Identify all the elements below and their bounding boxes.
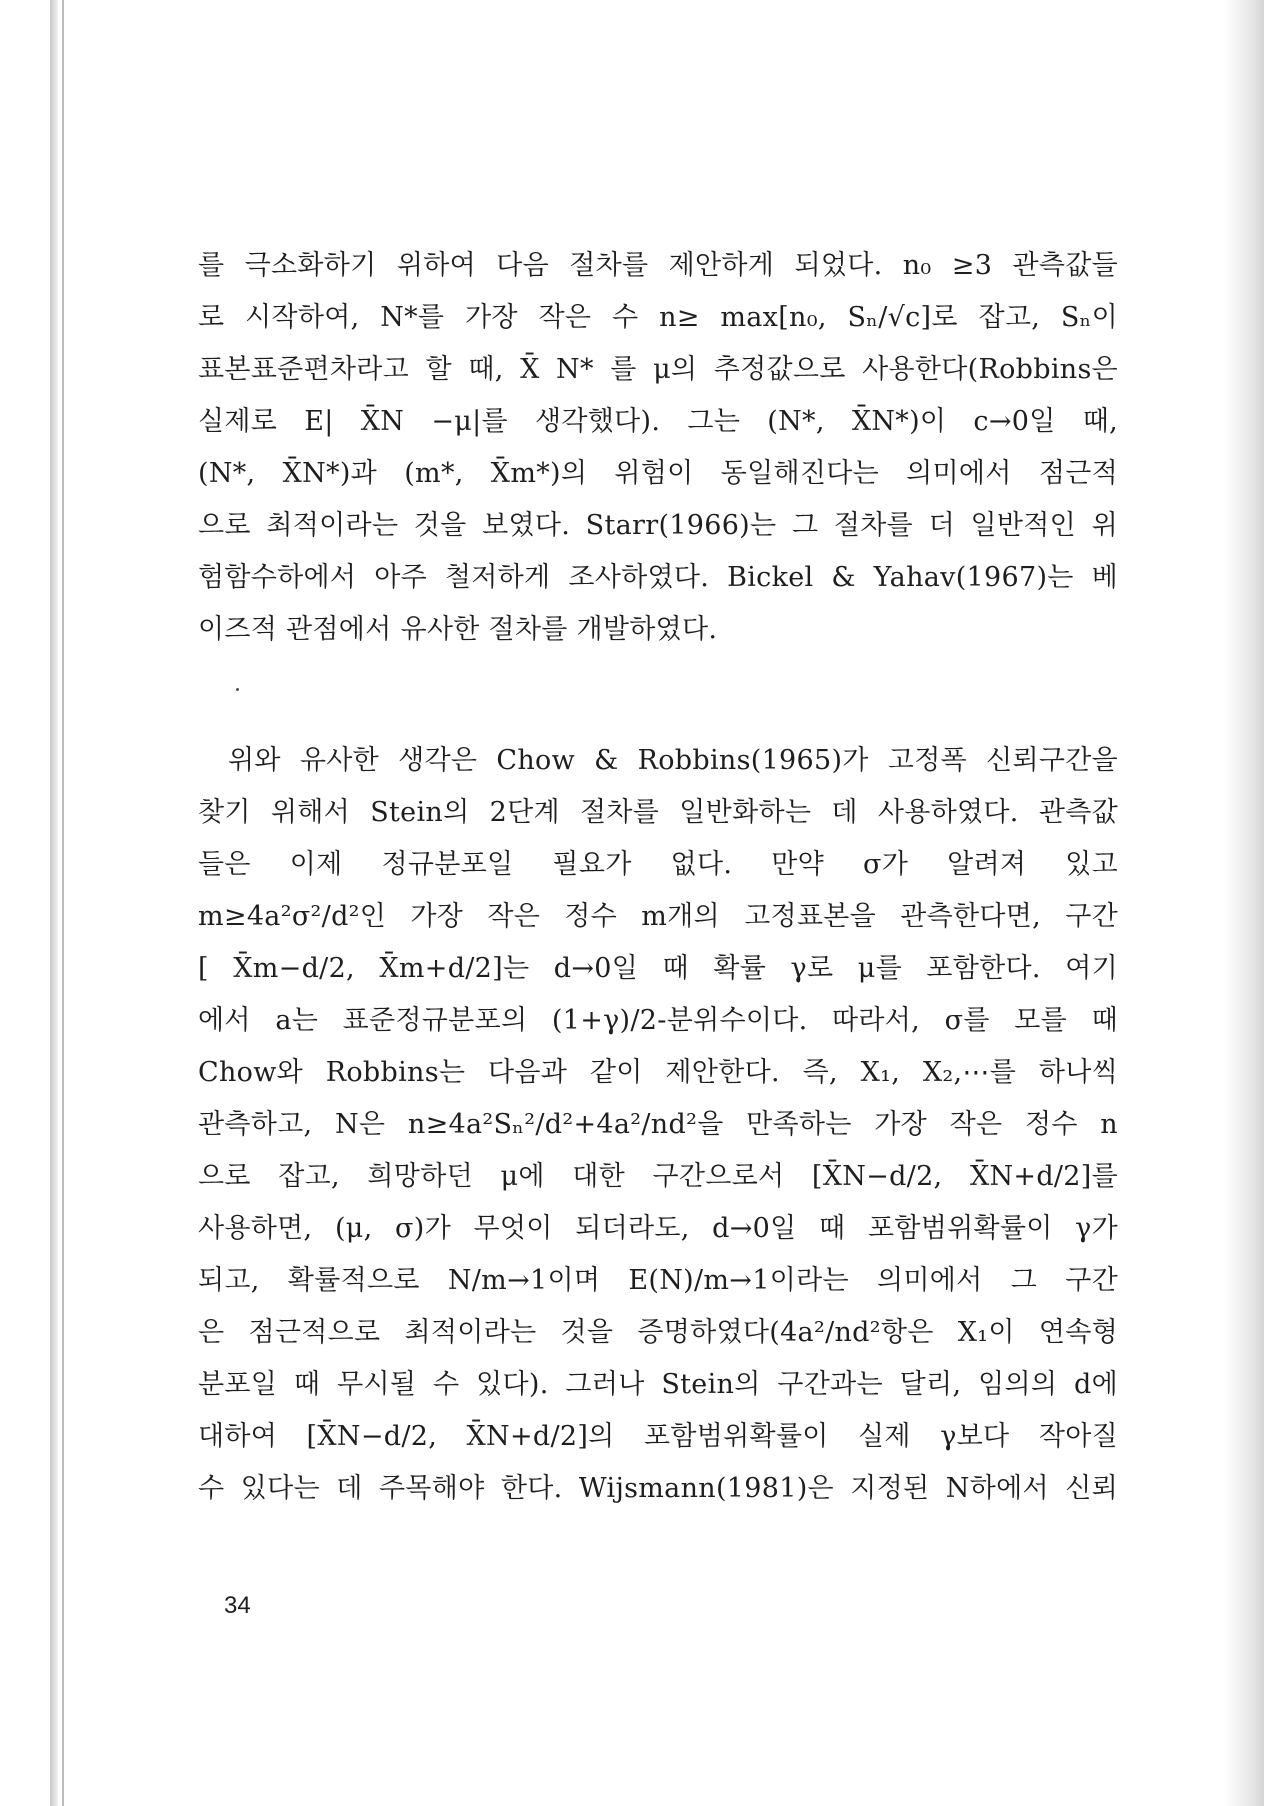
text-line: 찾기 위해서 Stein의 2단계 절차를 일반화하는 데 사용하였다. 관측값 [198, 797, 1118, 828]
text-line: 분포일 때 무시될 수 있다). 그러나 Stein의 구간과는 달리, 임의의 d에 [198, 1369, 1118, 1400]
text-line: 실제로 E| X̄N −μ|를 생각했다). 그는 (N*, X̄N*)이 c→0일 때, [198, 406, 1118, 437]
text-line: Chow와 Robbins는 다음과 같이 제안한다. 즉, X₁, X₂,⋯를 하나씩 [198, 1057, 1118, 1088]
text-line: 으로 잡고, 희망하던 μ에 대한 구간으로서 [X̄N−d/2, X̄N+d/2]를 [198, 1161, 1118, 1192]
text-line: 수 있다는 데 주목해야 한다. Wijsmann(1981)은 지정된 N하에서 신뢰 [198, 1473, 1118, 1504]
page-number: 34 [224, 1592, 251, 1619]
text-line: 되고, 확률적으로 N/m→1이며 E(N)/m→1이라는 의미에서 그 구간 [198, 1265, 1118, 1296]
text-line: 으로 최적이라는 것을 보였다. Starr(1966)는 그 절차를 더 일반적인 위 [198, 510, 1118, 541]
page-binding-edge [50, 0, 58, 1806]
text-line: 들은 이제 정규분포일 필요가 없다. 만약 σ가 알려져 있고 [198, 849, 1118, 880]
text-line: [ X̄m−d/2, X̄m+d/2]는 d→0일 때 확률 γ로 μ를 포함한다. 여기 [198, 953, 1118, 984]
text-line: 은 점근적으로 최적이라는 것을 증명하였다(4a²/nd²항은 X₁이 연속형 [198, 1317, 1118, 1348]
text-line: 대하여 [X̄N−d/2, X̄N+d/2]의 포함범위확률이 실제 γ보다 작아질 [198, 1421, 1118, 1452]
page-edge-line [62, 0, 64, 1806]
text-line: 험함수하에서 아주 철저하게 조사하였다. Bickel & Yahav(1967)는 베 [198, 562, 1118, 593]
text-line: 에서 a는 표준정규분포의 (1+γ)/2-분위수이다. 따라서, σ를 모를 때 [198, 1005, 1118, 1036]
page-shadow-right [1224, 0, 1264, 1806]
text-line: 사용하면, (μ, σ)가 무엇이 되더라도, d→0일 때 포함범위확률이 γ가 [198, 1213, 1118, 1244]
text-line: 이즈적 관점에서 유사한 절차를 개발하였다. [198, 614, 718, 645]
text-line: m≥4a²σ²/d²인 가장 작은 정수 m개의 고정표본을 관측한다면, 구간 [198, 901, 1118, 932]
text-line: 관측하고, N은 n≥4a²Sₙ²/d²+4a²/nd²을 만족하는 가장 작은 정수 n [198, 1109, 1118, 1140]
paragraph-2 [198, 735, 1118, 1515]
scan-speck [236, 688, 239, 691]
text-line: 위와 유사한 생각은 Chow & Robbins(1965)가 고정폭 신뢰구간을 [228, 745, 1118, 776]
paragraph-1 [198, 240, 1118, 656]
text-line: 로 시작하여, N*를 가장 작은 수 n≥ max[n₀, Sₙ/√c]로 잡고, Sₙ이 [198, 302, 1118, 333]
text-line: 표본표준편차라고 할 때, X̄ N* 를 μ의 추정값으로 사용한다(Robbins은 [198, 354, 1118, 385]
text-line: (N*, X̄N*)과 (m*, X̄m*)의 위험이 동일해진다는 의미에서 점근적 [198, 458, 1118, 489]
text-line: 를 극소화하기 위하여 다음 절차를 제안하게 되었다. n₀ ≥3 관측값들 [198, 250, 1118, 281]
